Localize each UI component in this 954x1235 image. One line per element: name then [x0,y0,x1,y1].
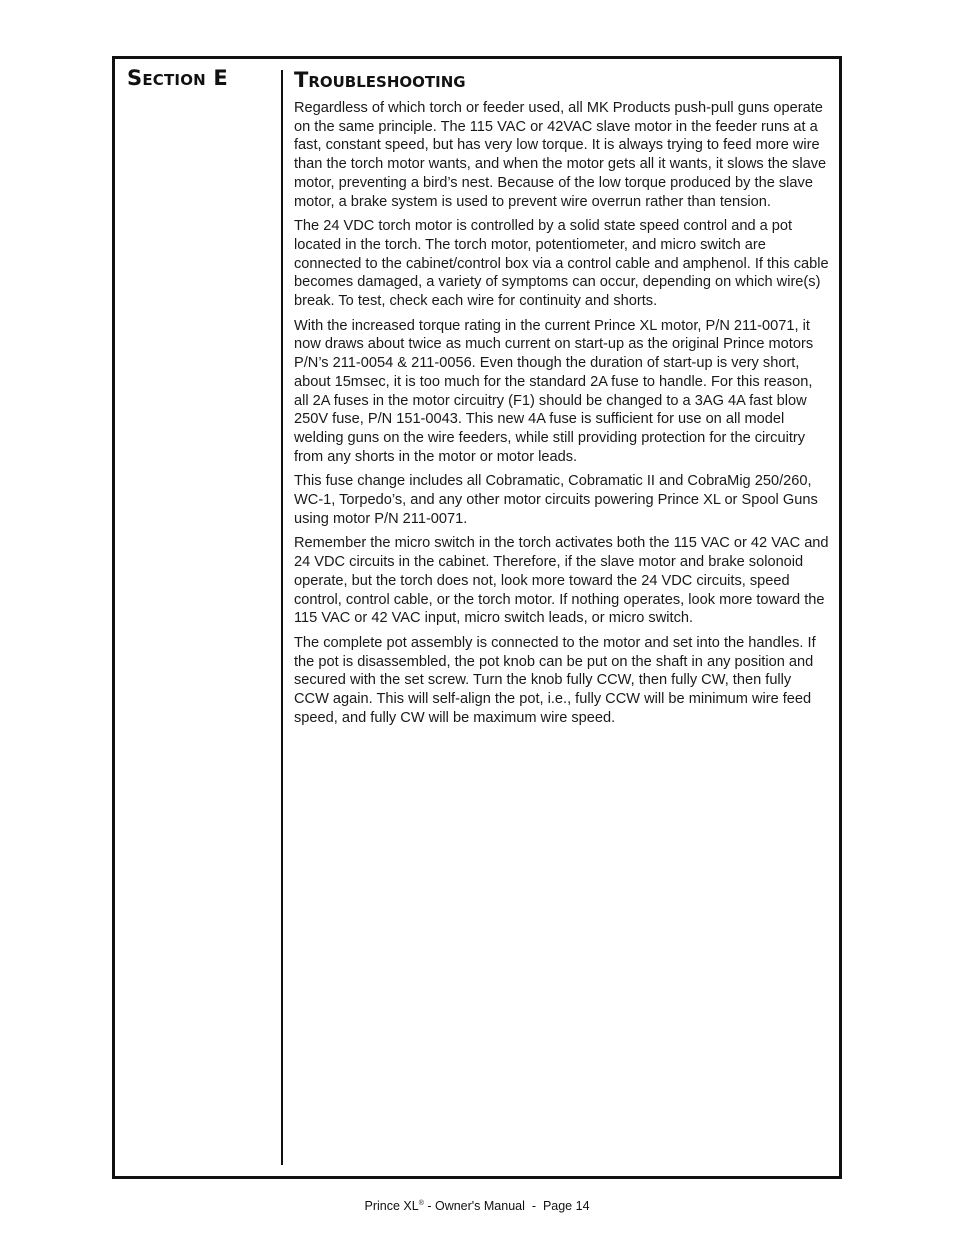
paragraph: Remember the micro switch in the torch activates both the 115 VAC or 42 VAC and 24 VDC circuits in the cabinet. Therefore, if the slave motor and brake solonoid operate, but the torch does not, look more toward the 24 VDC circuits, speed control, control cable, or the torch motor. If nothing operates, look more toward the 115 VAC or 42 VAC input, micro switch leads, or micro switch. [294,535,829,627]
page-footer [0,1199,954,1213]
column-divider [281,70,283,1165]
footer-product: Prince XL [364,1199,419,1213]
footer-page-info: - Owner's Manual - Page 14 [423,1199,590,1213]
content-column [294,66,830,734]
paragraph: This fuse change includes all Cobramatic, Cobramatic II and CobraMig 250/260, WC-1, Torpedo’s, and any other motor circuits powering Prince XL or Spool Guns using motor P/N 211-0071. [294,473,818,527]
paragraph: With the increased torque rating in the current Prince XL motor, P/N 211-0071, it now draws about twice as much current on start-up as the original Prince motors P/N’s 211-0054 & 211-0056. Even though the duration of start-up is very short, about 15msec, it is too much for the standard 2A fuse to handle. For this reason, all 2A fuses in the motor circuitry (F1) should be changed to a 3AG 4A fast blow 250V fuse, P/N 151-0043. This new 4A fuse is sufficient for use on all model welding guns on the wire feeders, while still providing protection for the circuitry from any shorts in the motor or motor leads. [294,317,814,465]
section-title: Troubleshooting [294,68,466,92]
section-label: Section E [127,66,228,90]
paragraph: Regardless of which torch or feeder used, all MK Products push-pull guns operate on the same principle. The 115 VAC or 42VAC slave motor in the feeder runs at a fast, constant speed, but has very low torque. It is always trying to feed more wire than the torch motor wants, and when the motor gets all it wants, it slows the slave motor, preventing a bird’s nest. Because of the low torque produced by the slave motor, a brake system is used to prevent wire overrun rather than tension. [294,100,827,210]
paragraph: The complete pot assembly is connected to the motor and set into the handles. If the pot is disassembled, the pot knob can be put on the shaft in any position and secured with the set screw. Turn the knob fully CCW, then fully CW, then fully CCW again. This will self-align the pot, i.e., fully CCW will be minimum wire feed speed, and fully CW will be maximum wire speed. [294,634,816,726]
registered-mark: ® [418,1199,424,1207]
page-frame [112,56,842,1179]
paragraph: The 24 VDC torch motor is controlled by a solid state speed control and a pot located in the torch. The torch motor, potentiometer, and micro switch are connected to the cabinet/control box via a control cable and amphenol. If this cable becomes damaged, a variety of symptoms can occur, depending on which wire(s) break. To test, check each wire for continuity and shorts. [294,218,829,310]
